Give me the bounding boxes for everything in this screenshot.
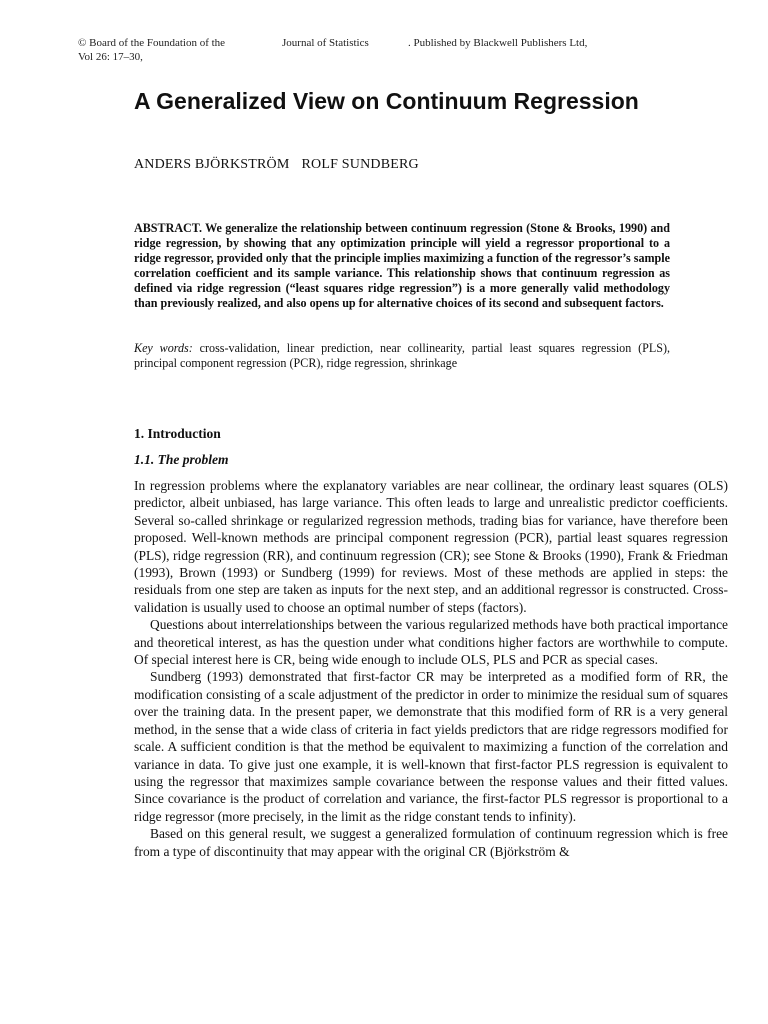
section-heading-introduction: 1. Introduction: [134, 426, 221, 441]
running-header-line-1: [78, 36, 718, 50]
publisher-notice: . Published by Blackwell Publishers Ltd,: [408, 37, 588, 49]
body-paragraph: Questions about interrelationships between the various regularized methods have both practical importance and theoretical interest, as has the question under what conditions higher factors are worthwhile to compute. Of special interest here is CR, being wide enough to include OLS, PLS and PCR as special cases.: [134, 617, 728, 668]
keywords: [134, 341, 670, 371]
author-name: ROLF SUNDBERG: [301, 157, 419, 172]
body-paragraph: Based on this general result, we suggest a generalized formulation of continuum regression which is free from a type of discontinuity that may appear with the original CR (Björkström &: [134, 826, 728, 859]
subsection-heading-the-problem: 1.1. The problem: [134, 452, 229, 467]
author-name: ANDERS BJÖRKSTRÖM: [134, 157, 290, 172]
keywords-label: Key words:: [134, 341, 193, 355]
volume-info: Vol 26: 17–30,: [78, 51, 143, 63]
copyright-notice: © Board of the Foundation of the: [78, 37, 226, 49]
body-paragraph: Sundberg (1993) demonstrated that first-factor CR may be interpreted as a modified form of RR, the modification consisting of a scale adjustment of the predictor in order to minimize the residual sum of squares over the training data. In the present paper, we demonstrate that this modified form of RR is a very general method, in the sense that a wide class of criteria in fact yields predictors that are ridge regressors modified for scale. A sufficient condition is that the method be equivalent to maximizing a function of the correlation and variance in data. To give just one example, it is well-known that first-factor PLS regression is equivalent to using the regressor that maximizes sample covariance between the response values and their fitted values. Since covariance is the product of correlation and variance, the first-factor PLS regressor is proportional to a ridge regressor (more precisely, in the limit as the ridge constant tends to infinity).: [134, 669, 728, 824]
article-title: A Generalized View on Continuum Regression: [134, 88, 639, 114]
running-header: [78, 36, 718, 64]
abstract: ABSTRACT. We generalize the relationship between continuum regression (Stone & Brooks, 1990) and ridge regression, by showing that any optimization principle will yield a regressor proportional to a ridge regressor, provided only that the principle implies maximizing a function of the regressor’s sample correlation coefficient and its sample variance. This relationship shows that continuum regression as defined via ridge regression (“least squares ridge regression”) is a more generally valid methodology than previously realized, and also opens up for alternative choices of its second and subsequent factors.: [134, 221, 671, 311]
keywords-list: cross-validation, linear prediction, near collinearity, partial least squares regression (PLS), principal component regression (PCR), ridge regression, shrinkage: [134, 341, 671, 371]
author-list: [134, 156, 694, 174]
journal-name: Journal of Statistics: [282, 37, 369, 49]
body-text: [134, 477, 728, 860]
body-paragraph: In regression problems where the explanatory variables are near collinear, the ordinary least squares (OLS) predictor, albeit unbiased, has large variance. This often leads to large and unrealistic predictor coefficients. Several so-called shrinkage or regularized regression methods, trading bias for variance, have therefore been proposed. Well-known methods are principal component regression (PCR), partial least squares regression (PLS), ridge regression (RR), and continuum regression (CR); see Stone & Brooks (1990), Frank & Friedman (1993), Brown (1993) or Sundberg (1999) for reviews. Most of these methods are applied in steps: the residuals from one step are taken as inputs for the next step, and an additional regressor is constructed. Cross-validation is usually used to choose an optimal number of steps (factors).: [134, 478, 728, 615]
